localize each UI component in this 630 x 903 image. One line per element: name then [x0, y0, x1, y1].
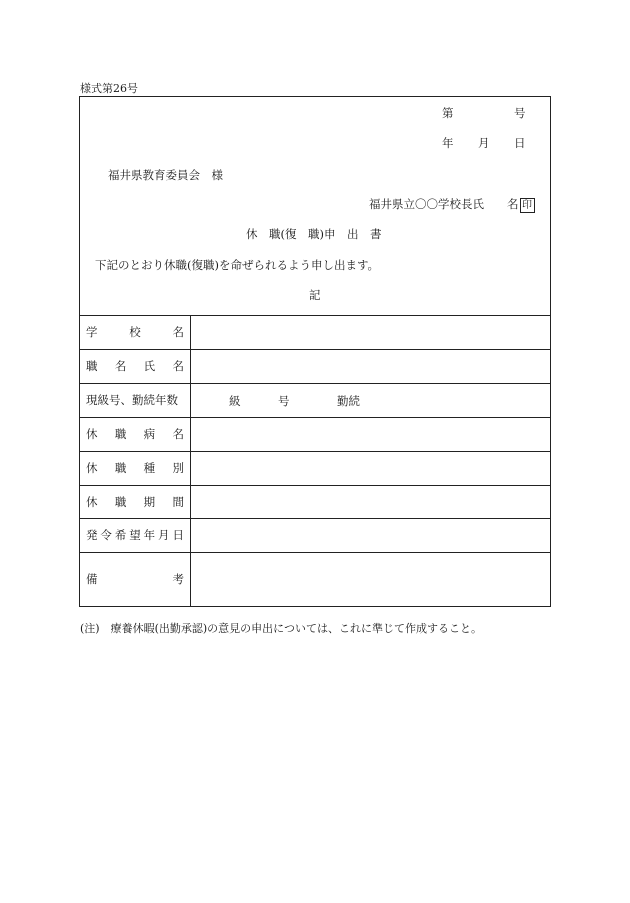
table-row-label: 休 職 種 別: [86, 461, 184, 475]
table-row-label: 現級号、勤続年数: [86, 393, 178, 407]
application-form-frame: [79, 96, 551, 607]
sender-line: [369, 196, 535, 213]
table-row-label: 休 職 期 間: [86, 494, 184, 509]
sender-name: 福井県立〇〇学校長氏 名: [369, 197, 519, 211]
value-go: 号: [278, 394, 290, 408]
footnote: (注) 療養休暇(出勤承認)の意見の申出については、これに準じて作成すること。: [80, 622, 482, 635]
table-row-label: 学 校 名: [86, 325, 184, 339]
table-row-label: 備 考: [86, 572, 184, 586]
doc-no-suffix: 号: [514, 106, 526, 120]
table-row-label: 休 職 病 名: [86, 427, 184, 441]
doc-no-prefix: 第: [442, 106, 454, 120]
table-row-label: 発 令 希 望 年 月 日: [86, 528, 184, 542]
seal-stamp: 印: [520, 198, 535, 213]
value-kinzoku: 勤続: [337, 394, 360, 408]
value-kyu: 級: [229, 394, 241, 408]
column-divider: [190, 315, 191, 606]
date-day: 日: [514, 136, 526, 150]
form-number: 様式第26号: [80, 82, 138, 95]
date-month: 月: [478, 136, 490, 150]
body-text: 下記のとおり休職(復職)を命ぜられるよう申し出ます。: [95, 258, 380, 272]
ki-marker: 記: [309, 288, 321, 302]
date-year: 年: [442, 136, 454, 150]
table-row-label: 職 名 氏 名: [86, 359, 184, 373]
addressee: 福井県教育委員会 様: [108, 168, 223, 182]
document-title: 休 職(復 職)申 出 書: [246, 227, 382, 241]
